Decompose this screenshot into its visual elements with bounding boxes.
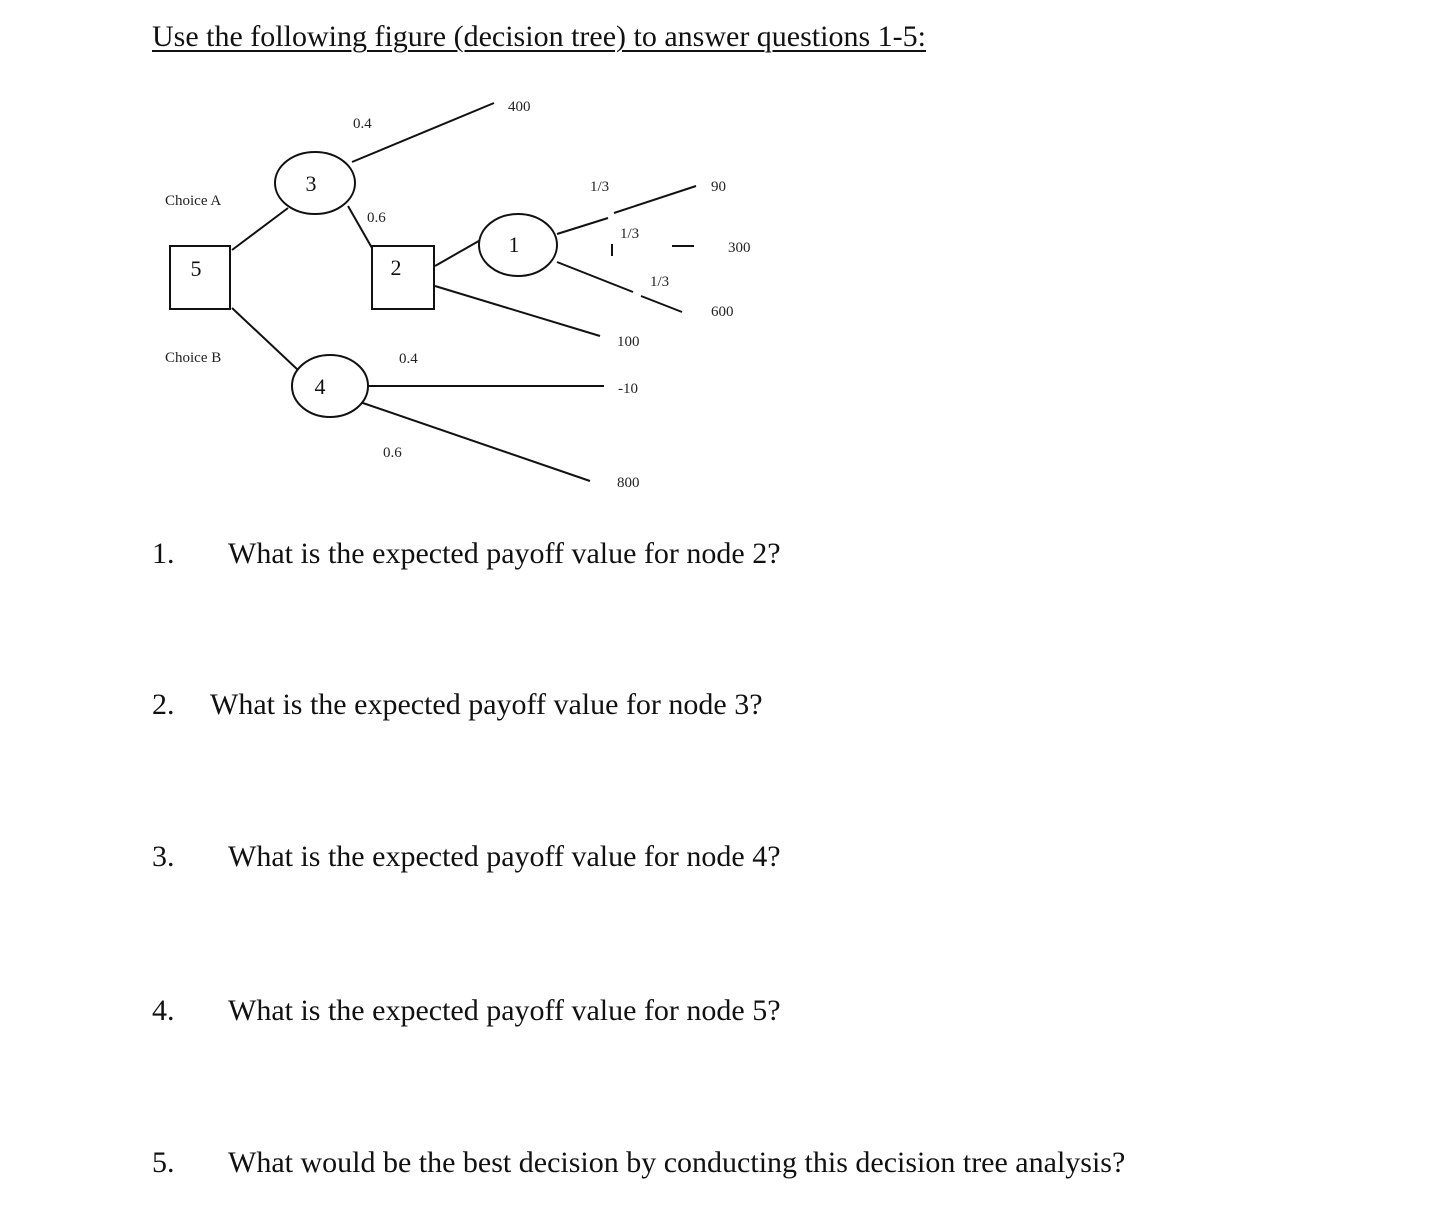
question-number: 2. bbox=[152, 688, 175, 721]
payoff-400: 400 bbox=[508, 99, 531, 115]
decision-node-2 bbox=[372, 246, 434, 309]
edge-1-600-a bbox=[557, 262, 633, 292]
edge-3-400 bbox=[352, 103, 494, 162]
probability-3-down: 0.6 bbox=[367, 210, 386, 226]
question-number: 1. bbox=[152, 537, 175, 570]
node-label-1: 1 bbox=[508, 232, 520, 257]
question-text: What is the expected payoff value for node 5? bbox=[228, 994, 781, 1027]
decision-tree bbox=[0, 0, 1440, 520]
edge-4-800 bbox=[360, 402, 590, 481]
payoff-800: 800 bbox=[617, 475, 640, 491]
choice-b-label: Choice B bbox=[165, 350, 222, 366]
question-number: 3. bbox=[152, 840, 175, 873]
question-number: 5. bbox=[152, 1146, 175, 1179]
payoff-600: 600 bbox=[711, 304, 734, 320]
payoff-neg10: -10 bbox=[618, 381, 638, 397]
probability-1-top: 1/3 bbox=[590, 179, 610, 195]
node-label-2: 2 bbox=[390, 255, 402, 280]
probability-1-mid: 1/3 bbox=[620, 226, 640, 242]
question-number: 4. bbox=[152, 994, 175, 1027]
node-label-3: 3 bbox=[305, 171, 317, 196]
question-text: What is the expected payoff value for node 4? bbox=[228, 840, 781, 873]
payoff-90: 90 bbox=[711, 179, 726, 195]
node-label-4: 4 bbox=[314, 374, 326, 399]
choice-a-label: Choice A bbox=[165, 193, 222, 209]
edge-1-600-b bbox=[641, 296, 682, 312]
node-label-5: 5 bbox=[190, 256, 202, 281]
probability-3-up: 0.4 bbox=[353, 116, 372, 132]
question-text: What would be the best decision by conducting this decision tree analysis? bbox=[228, 1146, 1126, 1179]
page-heading: Use the following figure (decision tree) to answer questions 1-5: bbox=[152, 20, 926, 53]
chance-node-4 bbox=[292, 355, 368, 417]
edge-5-3 bbox=[232, 208, 288, 250]
probability-1-bottom: 1/3 bbox=[650, 274, 670, 290]
question-text: What is the expected payoff value for node 3? bbox=[210, 688, 763, 721]
question-text: What is the expected payoff value for node 2? bbox=[228, 537, 781, 570]
edge-1-90-b bbox=[614, 186, 696, 213]
edge-2-1 bbox=[435, 238, 484, 266]
payoff-300: 300 bbox=[728, 240, 751, 256]
probability-4-up: 0.4 bbox=[399, 351, 418, 367]
payoff-100: 100 bbox=[617, 334, 640, 350]
edge-1-90-a bbox=[557, 218, 608, 234]
edge-2-100 bbox=[435, 286, 600, 336]
probability-4-down: 0.6 bbox=[383, 445, 402, 461]
edge-5-4 bbox=[232, 308, 298, 370]
